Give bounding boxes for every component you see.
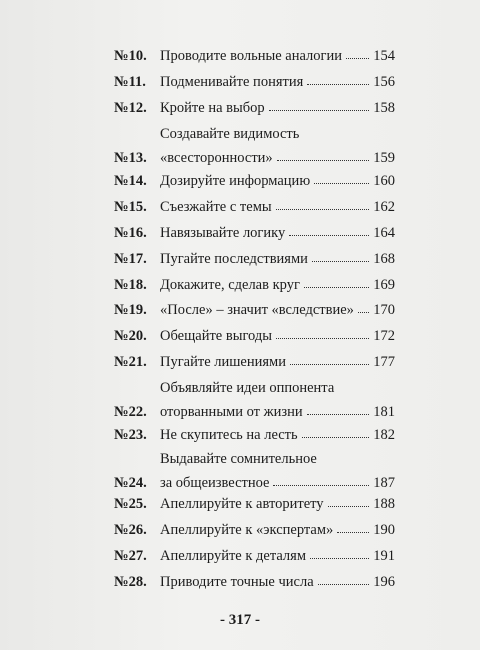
entry-title: оторванными от жизни xyxy=(160,404,303,420)
entry-title: Не скупитесь на лесть xyxy=(160,427,298,443)
dot-leader xyxy=(307,73,369,85)
entry-line xyxy=(160,354,395,370)
entry-page-number: 168 xyxy=(373,251,395,267)
entry-number: №16. xyxy=(114,225,147,241)
entry-line xyxy=(160,251,395,267)
dot-leader xyxy=(289,224,369,236)
dot-leader xyxy=(310,547,369,559)
entry-title: Пугайте последствиями xyxy=(160,251,308,267)
dot-leader xyxy=(358,301,369,313)
entry-line xyxy=(160,496,395,512)
entry-page-number: 160 xyxy=(373,173,395,189)
dot-leader xyxy=(302,426,370,438)
entry-title: Докажите, сделав круг xyxy=(160,277,300,293)
entry-title: Обещайте выгоды xyxy=(160,328,272,344)
entry-title: Апеллируйте к деталям xyxy=(160,548,307,564)
entry-page-number: 188 xyxy=(373,496,395,512)
entry-line xyxy=(160,225,395,241)
entry-title: Кройте на выбор xyxy=(160,100,265,116)
entry-number: №27. xyxy=(114,548,147,564)
dot-leader xyxy=(346,47,369,59)
entry-number: №17. xyxy=(114,251,147,267)
entry-title: «всесторонности» xyxy=(160,150,273,166)
entry-number: №21. xyxy=(114,354,147,370)
page-number: - 317 - xyxy=(220,612,260,628)
entry-title: Проводите вольные аналогии xyxy=(160,48,343,64)
entry-title: Навязывайте логику xyxy=(160,225,286,241)
dot-leader xyxy=(318,573,370,585)
dot-leader xyxy=(269,99,370,111)
entry-line xyxy=(160,48,395,64)
dot-leader xyxy=(273,474,369,486)
entry-number: №23. xyxy=(114,427,147,443)
entry-number: №13. xyxy=(114,150,147,166)
entry-page-number: 177 xyxy=(373,354,395,370)
entry-line xyxy=(160,328,395,344)
entry-number: №24. xyxy=(114,475,147,491)
entry-title: Приводите точные числа xyxy=(160,574,314,590)
entry-page-number: 159 xyxy=(373,150,395,166)
entry-page-number: 154 xyxy=(373,48,395,64)
entry-number: №25. xyxy=(114,496,147,512)
dot-leader xyxy=(314,172,369,184)
entry-line xyxy=(160,277,395,293)
entry-page-number: 158 xyxy=(373,100,395,116)
entry-number: №14. xyxy=(114,173,147,189)
entry-line xyxy=(160,475,395,491)
entry-line xyxy=(160,548,395,564)
entry-page-number: 196 xyxy=(373,574,395,590)
entry-line xyxy=(160,574,395,590)
dot-leader xyxy=(276,198,370,210)
entry-number: №22. xyxy=(114,404,147,420)
entry-page-number: 162 xyxy=(373,199,395,215)
entry-title-line: Объявляйте идеи оппонента xyxy=(160,380,335,396)
entry-line xyxy=(160,522,395,538)
entry-number: №15. xyxy=(114,199,147,215)
dot-leader xyxy=(312,250,369,262)
entry-page-number: 164 xyxy=(373,225,395,241)
dot-leader xyxy=(304,276,369,288)
entry-page-number: 169 xyxy=(373,277,395,293)
entry-number: №19. xyxy=(114,302,147,318)
dot-leader xyxy=(337,521,369,533)
entry-page-number: 187 xyxy=(373,475,395,491)
entry-page-number: 190 xyxy=(373,522,395,538)
entry-number: №10. xyxy=(114,48,147,64)
entry-line xyxy=(160,74,395,90)
entry-line xyxy=(160,199,395,215)
dot-leader xyxy=(307,403,370,415)
entry-page-number: 181 xyxy=(373,404,395,420)
dot-leader xyxy=(277,149,370,161)
entry-title: Апеллируйте к «экспертам» xyxy=(160,522,334,538)
entry-number: №18. xyxy=(114,277,147,293)
entry-line xyxy=(160,150,395,166)
entry-number: №26. xyxy=(114,522,147,538)
dot-leader xyxy=(328,495,370,507)
entry-line xyxy=(160,404,395,420)
entry-number: №11. xyxy=(114,74,146,90)
entry-title: за общеизвестное xyxy=(160,475,270,491)
entry-title: Пугайте лишениями xyxy=(160,354,286,370)
entry-title: Съезжайте с темы xyxy=(160,199,272,215)
entry-title-line: Выдавайте сомнительное xyxy=(160,451,317,467)
entry-number: №20. xyxy=(114,328,147,344)
entry-number: №28. xyxy=(114,574,147,590)
entry-line xyxy=(160,302,395,318)
entry-line xyxy=(160,427,395,443)
entry-page-number: 170 xyxy=(373,302,395,318)
entry-title: «После» – значит «вследствие» xyxy=(160,302,354,318)
entry-title: Дозируйте информацию xyxy=(160,173,311,189)
entry-page-number: 172 xyxy=(373,328,395,344)
entry-line xyxy=(160,100,395,116)
dot-leader xyxy=(290,353,369,365)
entry-number: №12. xyxy=(114,100,147,116)
entry-page-number: 182 xyxy=(373,427,395,443)
entry-title-line: Создавайте видимость xyxy=(160,126,300,142)
dot-leader xyxy=(276,327,369,339)
entry-title: Апеллируйте к авторитету xyxy=(160,496,324,512)
entry-line xyxy=(160,173,395,189)
entry-page-number: 191 xyxy=(373,548,395,564)
entry-page-number: 156 xyxy=(373,74,395,90)
entry-title: Подменивайте понятия xyxy=(160,74,304,90)
